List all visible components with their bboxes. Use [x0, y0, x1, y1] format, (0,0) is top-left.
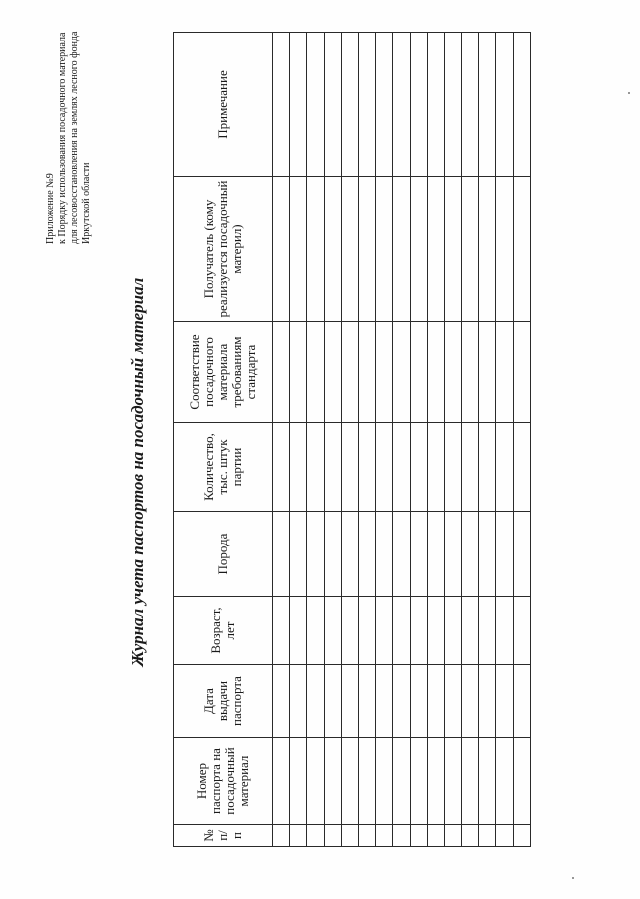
table-cell	[444, 423, 461, 512]
header-note: Примечание	[174, 33, 273, 177]
table-cell	[324, 738, 341, 825]
table-cell	[393, 512, 410, 597]
table-cell	[462, 665, 479, 738]
table-cell	[393, 33, 410, 177]
table-cell	[462, 512, 479, 597]
table-row	[427, 33, 444, 847]
table-cell	[307, 423, 324, 512]
table-cell	[324, 33, 341, 177]
table-cell	[307, 512, 324, 597]
table-cell	[462, 738, 479, 825]
table-cell	[393, 665, 410, 738]
table-cell	[479, 322, 496, 423]
table-cell	[427, 322, 444, 423]
table-body	[273, 33, 531, 847]
table-cell	[513, 665, 530, 738]
table-cell	[341, 597, 358, 665]
table-cell	[496, 825, 513, 847]
table-cell	[496, 738, 513, 825]
table-cell	[393, 597, 410, 665]
table-cell	[273, 423, 290, 512]
header-passport-number: Номер паспорта на посадочный материал	[174, 738, 273, 825]
table-cell	[324, 177, 341, 322]
table-cell	[273, 512, 290, 597]
header-species: Порода	[174, 512, 273, 597]
table-cell	[393, 177, 410, 322]
table-cell	[462, 33, 479, 177]
table-cell	[324, 825, 341, 847]
table-cell	[290, 825, 307, 847]
appendix-line-2: к Порядку использования посадочного материала	[57, 32, 68, 244]
table-cell	[341, 738, 358, 825]
table-cell	[376, 738, 393, 825]
table-cell	[496, 322, 513, 423]
table-cell	[341, 177, 358, 322]
table-cell	[358, 322, 375, 423]
table-cell	[496, 423, 513, 512]
table-cell	[410, 738, 427, 825]
table-cell	[290, 177, 307, 322]
table-cell	[358, 33, 375, 177]
table-cell	[376, 597, 393, 665]
table-row	[410, 33, 427, 847]
table-cell	[273, 33, 290, 177]
table-row	[444, 33, 461, 847]
table-cell	[462, 597, 479, 665]
table-cell	[273, 177, 290, 322]
table-row	[307, 33, 324, 847]
table-cell	[479, 177, 496, 322]
table-cell	[393, 322, 410, 423]
table-cell	[479, 738, 496, 825]
table-cell	[513, 512, 530, 597]
table-cell	[273, 322, 290, 423]
table-cell	[513, 33, 530, 177]
table-row	[376, 33, 393, 847]
table-cell	[444, 322, 461, 423]
table-cell	[290, 423, 307, 512]
header-recipient: Получатель (кому реализуется посадочный материл)	[174, 177, 273, 322]
table-cell	[273, 665, 290, 738]
table-cell	[444, 512, 461, 597]
table-cell	[376, 322, 393, 423]
table-cell	[513, 322, 530, 423]
table-cell	[358, 665, 375, 738]
table-cell	[496, 33, 513, 177]
table-cell	[290, 512, 307, 597]
table-row	[393, 33, 410, 847]
table-cell	[513, 597, 530, 665]
table-cell	[479, 825, 496, 847]
appendix-note	[45, 4, 93, 244]
table-cell	[307, 597, 324, 665]
table-cell	[444, 597, 461, 665]
table-cell	[513, 825, 530, 847]
table-cell	[307, 33, 324, 177]
table-cell	[358, 738, 375, 825]
table-row	[496, 33, 513, 847]
table-row	[479, 33, 496, 847]
table-cell	[513, 738, 530, 825]
table-row	[273, 33, 290, 847]
table-cell	[290, 33, 307, 177]
table-row	[513, 33, 530, 847]
table-cell	[462, 423, 479, 512]
table-cell	[410, 825, 427, 847]
table-cell	[358, 177, 375, 322]
table-cell	[324, 423, 341, 512]
appendix-line-4: Иркутской области	[81, 162, 92, 244]
table-cell	[444, 665, 461, 738]
table-cell	[376, 512, 393, 597]
table-cell	[376, 33, 393, 177]
table-cell	[341, 33, 358, 177]
table-cell	[376, 177, 393, 322]
table-cell	[513, 177, 530, 322]
table-cell	[444, 33, 461, 177]
table-cell	[410, 665, 427, 738]
table-cell	[273, 738, 290, 825]
table-cell	[290, 665, 307, 738]
journal-title: Журнал учета паспортов на посадочный материал	[128, 277, 147, 667]
table-cell	[427, 597, 444, 665]
header-age: Возраст, лет	[174, 597, 273, 665]
table-cell	[307, 825, 324, 847]
table-cell	[496, 597, 513, 665]
table-cell	[341, 825, 358, 847]
table-row	[358, 33, 375, 847]
table-cell	[358, 512, 375, 597]
table-cell	[410, 33, 427, 177]
table-cell	[479, 512, 496, 597]
table-cell	[479, 597, 496, 665]
table-cell	[479, 33, 496, 177]
table-cell	[341, 423, 358, 512]
table-cell	[324, 512, 341, 597]
table-cell	[410, 322, 427, 423]
table-cell	[479, 423, 496, 512]
table-cell	[324, 322, 341, 423]
header-row	[174, 33, 273, 847]
header-number: № п/п	[174, 825, 273, 847]
table-cell	[427, 423, 444, 512]
table-cell	[341, 322, 358, 423]
table-cell	[410, 597, 427, 665]
table-cell	[496, 177, 513, 322]
table-cell	[358, 597, 375, 665]
table-cell	[273, 825, 290, 847]
table-cell	[410, 177, 427, 322]
table-row	[324, 33, 341, 847]
table-cell	[444, 177, 461, 322]
table-cell	[307, 177, 324, 322]
table-row	[462, 33, 479, 847]
appendix-line-1: Приложение №9	[45, 173, 56, 244]
appendix-line-3: для лесовосстановления на землях лесного фонда	[69, 31, 80, 244]
passport-journal-table	[173, 32, 531, 847]
table-cell	[324, 665, 341, 738]
table-cell	[307, 665, 324, 738]
table-cell	[444, 738, 461, 825]
table-cell	[358, 423, 375, 512]
table-cell	[427, 665, 444, 738]
table-cell	[427, 33, 444, 177]
table-cell	[410, 423, 427, 512]
table-cell	[376, 825, 393, 847]
header-issue-date: Дата выдачи паспорта	[174, 665, 273, 738]
table-cell	[393, 738, 410, 825]
table-cell	[410, 512, 427, 597]
table-cell	[307, 738, 324, 825]
table-cell	[358, 825, 375, 847]
table-cell	[427, 825, 444, 847]
table-cell	[273, 597, 290, 665]
header-standard-compliance: Соответствие посадочного материала требованиям стандарта	[174, 322, 273, 423]
table-cell	[513, 423, 530, 512]
table-row	[290, 33, 307, 847]
table-cell	[427, 512, 444, 597]
scan-speck	[572, 877, 574, 879]
table-cell	[393, 423, 410, 512]
table-cell	[290, 322, 307, 423]
table-cell	[427, 738, 444, 825]
table-cell	[324, 597, 341, 665]
table-cell	[462, 322, 479, 423]
table-cell	[479, 665, 496, 738]
table-cell	[462, 177, 479, 322]
table-cell	[393, 825, 410, 847]
table-cell	[496, 512, 513, 597]
table-cell	[427, 177, 444, 322]
table-cell	[307, 322, 324, 423]
table-cell	[444, 825, 461, 847]
table-cell	[376, 423, 393, 512]
table-cell	[341, 512, 358, 597]
table-cell	[376, 665, 393, 738]
table-cell	[290, 597, 307, 665]
scan-speck	[628, 92, 630, 94]
header-quantity: Количество, тыс. штук партии	[174, 423, 273, 512]
table-cell	[496, 665, 513, 738]
table-cell	[341, 665, 358, 738]
table-cell	[462, 825, 479, 847]
table-cell	[290, 738, 307, 825]
table-row	[341, 33, 358, 847]
